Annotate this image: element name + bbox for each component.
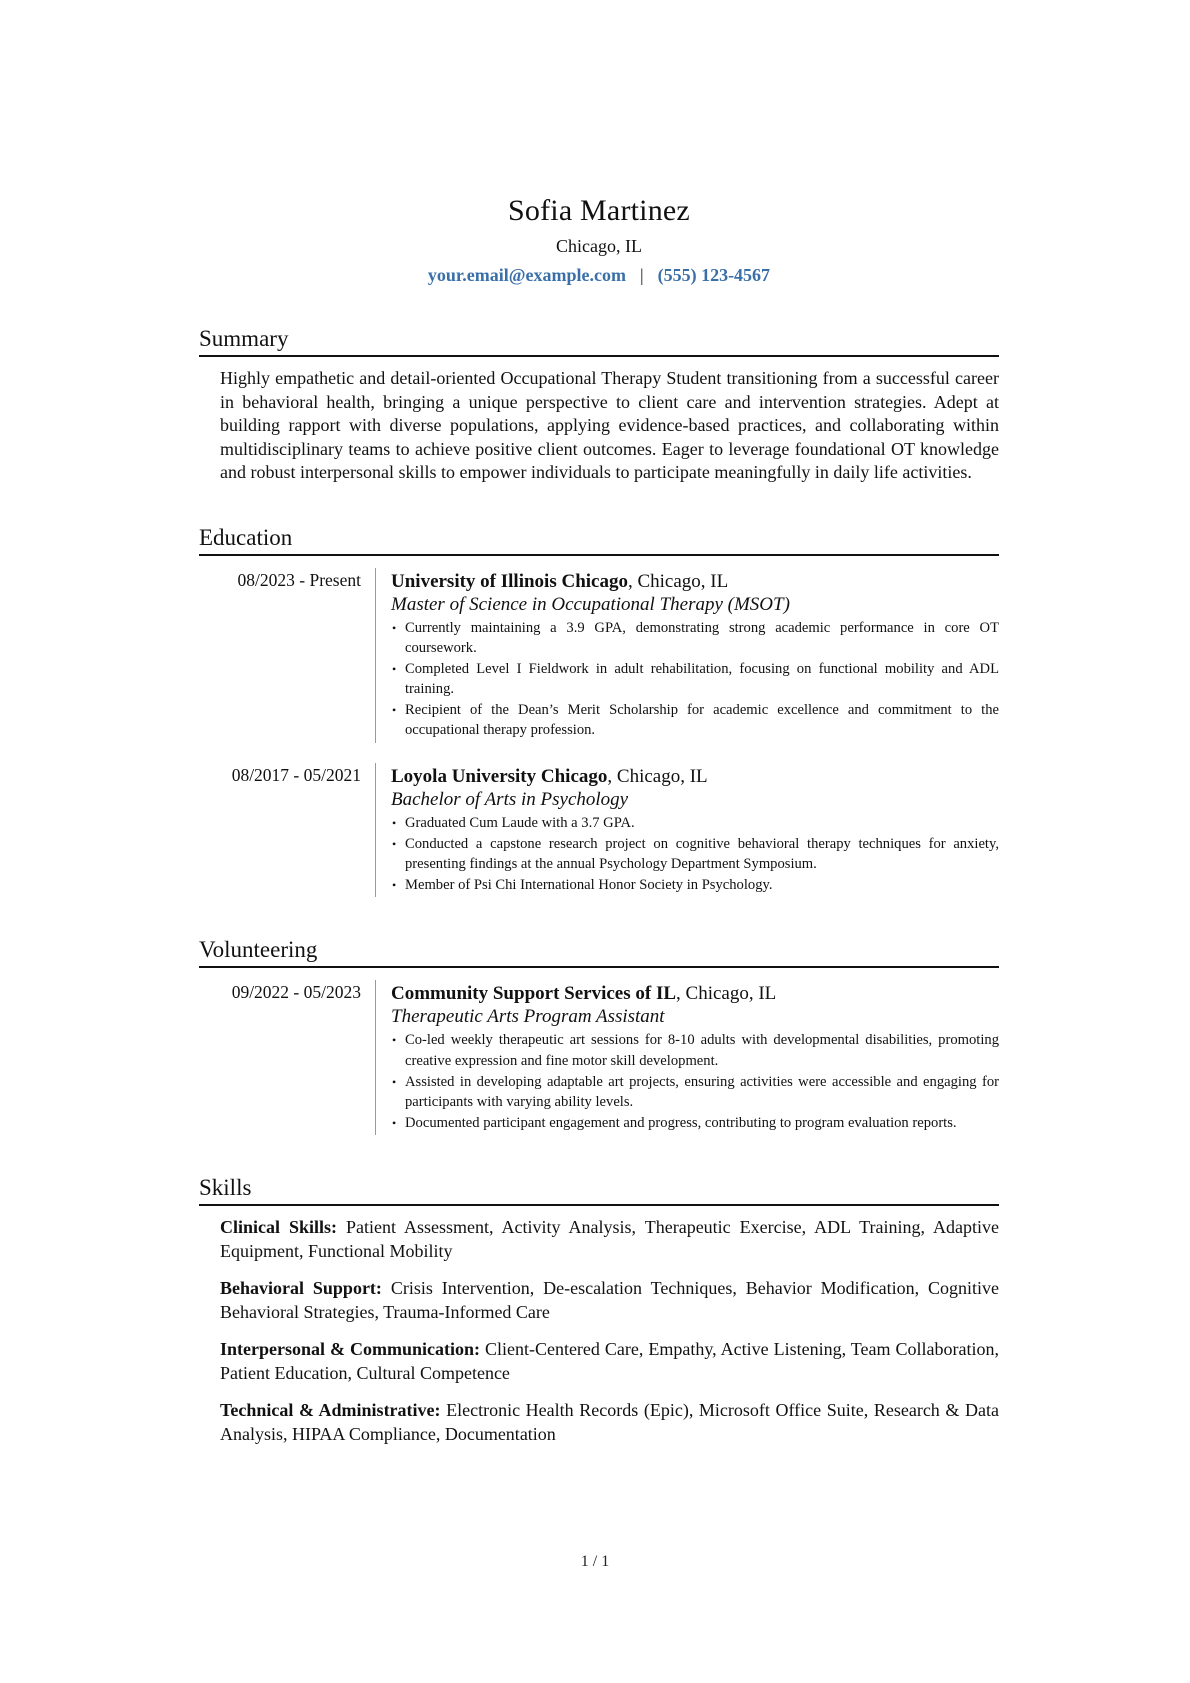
entry-date: 09/2022 - 05/2023 — [231, 982, 361, 1003]
skill-text: Patient Assessment, Activity Analysis, Therapeutic Exercise, ADL Training, Adaptive Equipment, Functional Mobility — [220, 1217, 999, 1261]
entry-body — [375, 568, 999, 744]
volunteering-section — [199, 937, 999, 1135]
education-entry — [199, 568, 999, 744]
education-section — [199, 525, 999, 898]
education-entry — [199, 763, 999, 897]
organization-location: , Chicago, IL — [607, 766, 708, 788]
bullet-item: • Documented participant engagement and progress, contributing to program evaluation reports. — [391, 1113, 999, 1134]
organization-location: , Chicago, IL — [627, 570, 729, 592]
section-title-summary: Summary — [199, 326, 999, 357]
bullet-item: • Conducted a capstone research project on cognitive behavioral therapy techniques for anxiety, presenting findings at the annual Psychology Department Symposium. — [391, 834, 999, 875]
organization-name: Community Support Services of IL — [391, 983, 677, 1005]
resume-header — [199, 194, 999, 286]
candidate-location: Chicago, IL — [556, 236, 642, 256]
email-link[interactable]: your.email@example.com — [427, 265, 626, 285]
volunteering-entry — [199, 980, 999, 1135]
bullet-item: • Recipient of the Dean’s Merit Scholarship for academic excellence and commitment to the occupational therapy profession. — [391, 700, 999, 741]
entry-organization — [391, 570, 999, 593]
entry-body — [375, 980, 999, 1135]
bullet-item: • Co-led weekly therapeutic art sessions for 8-10 adults with developmental disabilities, promoting creative expression and fine motor skill development. — [391, 1030, 999, 1071]
phone-link[interactable]: (555) 123-4567 — [657, 265, 771, 285]
skill-group — [220, 1216, 999, 1263]
skills-section — [199, 1175, 999, 1446]
bullet-item: • Member of Psi Chi International Honor Society in Psychology. — [391, 875, 999, 896]
candidate-name: Sofia Martinez — [508, 194, 690, 227]
contact-line — [199, 265, 999, 286]
entry-organization — [391, 765, 999, 788]
entry-bullets — [391, 618, 999, 742]
bullet-item: • Currently maintaining a 3.9 GPA, demonstrating strong academic performance in core OT coursework. — [391, 618, 999, 659]
organization-location: , Chicago, IL — [676, 983, 777, 1005]
entry-date: 08/2023 - Present — [237, 569, 361, 590]
skill-label: Behavioral Support: — [220, 1278, 382, 1299]
entry-role: Bachelor of Arts in Psychology — [391, 789, 629, 811]
skill-text: Client-Centered Care, Empathy, Active Listening, Team Collaboration, Patient Education, Cultural Competence — [220, 1339, 999, 1383]
summary-text: Highly empathetic and detail-oriented Occupational Therapy Student transitioning from a successful career in behavioral health, bringing a unique perspective to client care and intervention strategies. Adept at building rapport with diverse populations, applying evidence-based practices, and collaborating within multidisciplinary teams to achieve positive client outcomes. Eager to leverage foundational OT knowledge and robust interpersonal skills to empower individuals to participate meaningfully in daily life activities. — [220, 368, 999, 482]
bullet-item: • Assisted in developing adaptable art projects, ensuring activities were accessible and engaging for participants with varying ability levels. — [391, 1072, 999, 1113]
entry-date: 08/2017 - 05/2021 — [231, 765, 361, 786]
bullet-item: • Graduated Cum Laude with a 3.7 GPA. — [391, 813, 999, 834]
skill-group — [220, 1338, 999, 1385]
entry-bullets — [391, 1030, 999, 1133]
skill-text: Crisis Intervention, De-escalation Techniques, Behavior Modification, Cognitive Behavioral Strategies, Trauma-Informed Care — [220, 1278, 999, 1322]
skill-label: Clinical Skills: — [220, 1217, 338, 1238]
skill-group — [220, 1399, 999, 1446]
skills-list — [220, 1216, 999, 1446]
section-title-education: Education — [199, 525, 999, 556]
entry-body — [375, 763, 999, 897]
skill-group — [220, 1277, 999, 1324]
skill-text: Electronic Health Records (Epic), Microsoft Office Suite, Research & Data Analysis, HIPAA Compliance, Documentation — [220, 1400, 999, 1444]
resume-page — [199, 180, 999, 1460]
skill-label: Interpersonal & Communication: — [220, 1339, 480, 1360]
skill-label: Technical & Administrative: — [220, 1400, 441, 1421]
page-number: 1 / 1 — [580, 1553, 610, 1570]
bullet-item: • Completed Level I Fieldwork in adult rehabilitation, focusing on functional mobility and ADL training. — [391, 659, 999, 700]
organization-name: Loyola University Chicago — [391, 766, 608, 788]
section-title-skills: Skills — [199, 1175, 999, 1206]
section-title-volunteering: Volunteering — [199, 937, 999, 968]
contact-separator: | — [639, 265, 644, 285]
entry-organization — [391, 982, 999, 1005]
entry-bullets — [391, 813, 999, 895]
entry-role: Therapeutic Arts Program Assistant — [391, 1006, 665, 1028]
entry-role: Master of Science in Occupational Therapy (MSOT) — [391, 593, 790, 615]
summary-section — [199, 326, 999, 485]
organization-name: University of Illinois Chicago — [391, 570, 628, 592]
